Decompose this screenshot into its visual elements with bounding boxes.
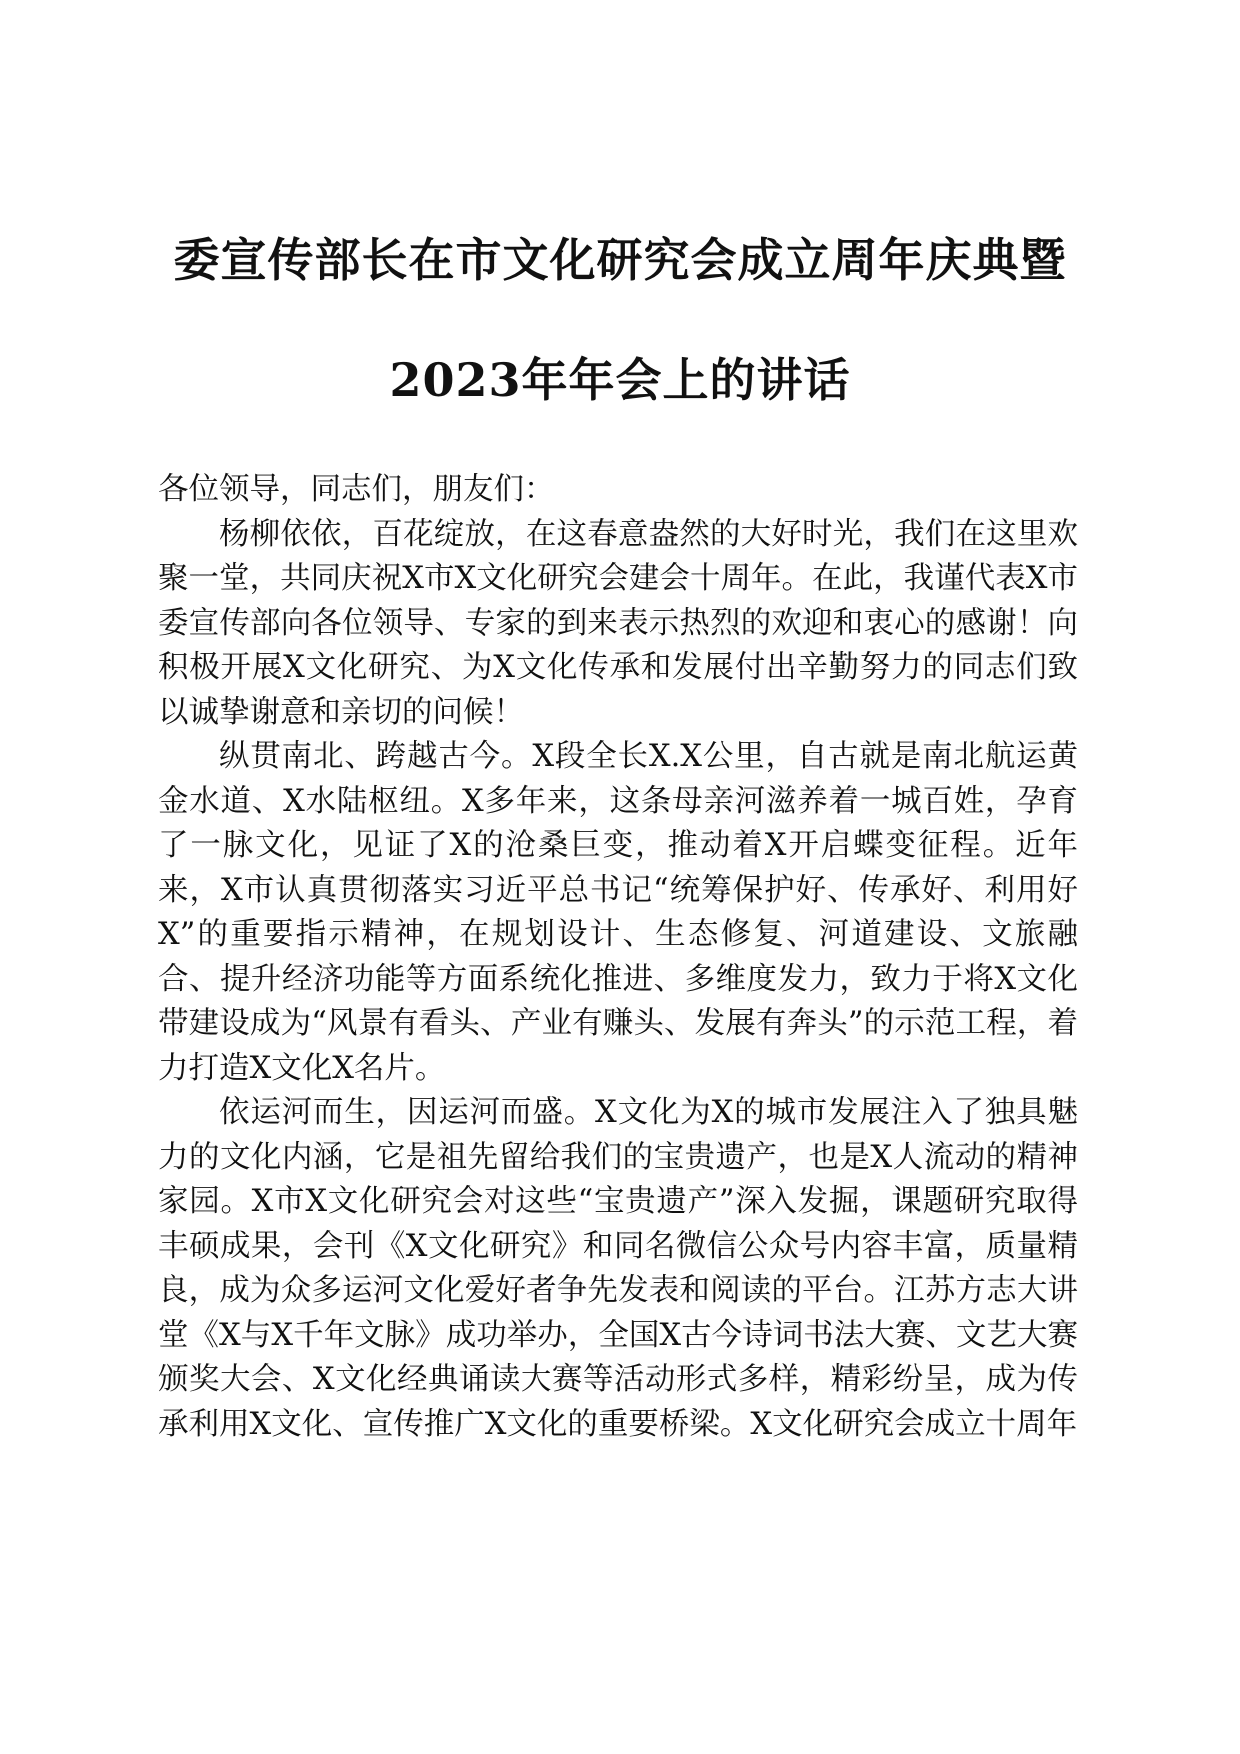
- paragraph-1: 杨柳依依，百花绽放，在这春意盎然的大好时光，我们在这里欢聚一堂，共同庆祝X市X文化研究会建会十周年。在此，我谨代表X市委宣传部向各位领导、专家的到来表示热烈的欢迎和衷心的感谢！向积极开展X文化研究、为X文化传承和发展付出辛勤努力的同志们致以诚挚谢意和亲切的问候！: [158, 516, 1078, 730]
- salutation: 各位领导，同志们，朋友们：: [158, 472, 555, 507]
- paragraph-3: 依运河而生，因运河而盛。X文化为X的城市发展注入了独具魅力的文化内涵，它是祖先留给我们的宝贵遗产，也是X人流动的精神家园。X市X文化研究会对这些“宝贵遗产”深入发掘，课题研究取得丰硕成果，会刊《X文化研究》和同名微信公众号内容丰富，质量精良，成为众多运河文化爱好者争先发表和阅读的平台。江苏方志大讲堂《X与X千年文脉》成功举办，全国X古今诗词书法大赛、文艺大赛颁奖大会、X文化经典诵读大赛等活动形式多样，精彩纷呈，成为传承利用X文化、宣传推广X文化的重要桥梁。X文化研究会成立十周年: [158, 1095, 1078, 1442]
- document-body: [158, 468, 1078, 1447]
- document-title-line-1: 委宣传部长在市文化研究会成立周年庆典暨: [173, 233, 1067, 287]
- document-title-line-2: 2023年年会上的讲话: [389, 353, 851, 407]
- paragraph-2: 纵贯南北、跨越古今。X段全长X.X公里，自古就是南北航运黄金水道、X水陆枢纽。X多年来，这条母亲河滋养着一城百姓，孕育了一脉文化，见证了X的沧桑巨变，推动着X开启蝶变征程。近年来，X市认真贯彻落实习近平总书记“统筹保护好、传承好、利用好X”的重要指示精神，在规划设计、生态修复、河道建设、文旅融合、提升经济功能等方面系统化推进、多维度发力，致力于将X文化带建设成为“风景有看头、产业有赚头、发展有奔头”的示范工程，着力打造X文化X名片。: [158, 739, 1078, 1086]
